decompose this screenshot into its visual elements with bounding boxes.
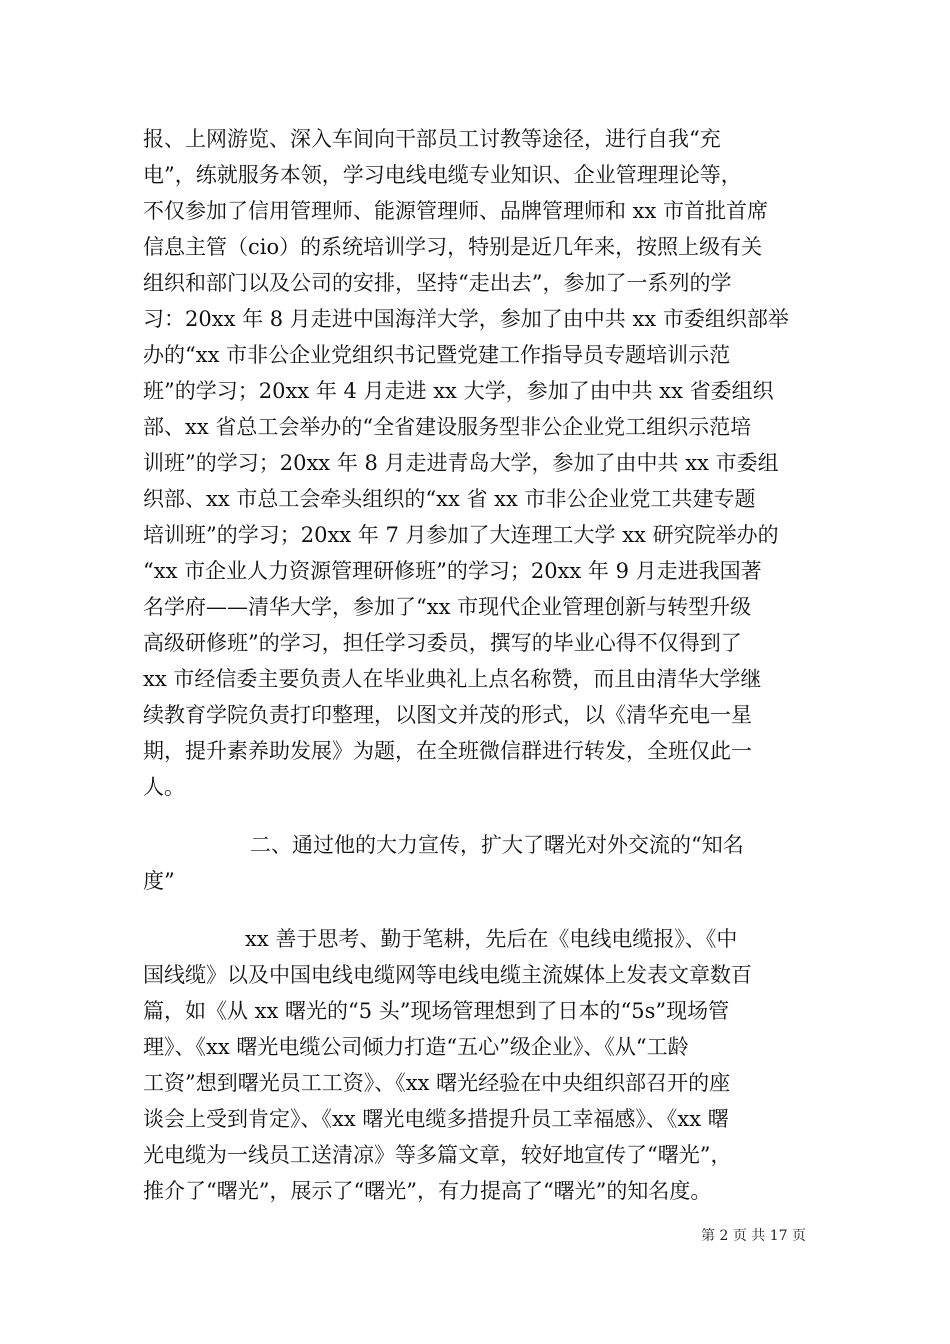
paragraph-line: 高级研修班”的学习，担任学习委员，撰写的毕业心得不仅得到了 <box>143 631 742 655</box>
paragraph-line: 培训班”的学习；20xx 年 7 月参加了大连理工大学 xx 研究院举办的 <box>143 523 779 547</box>
section-heading: 二、通过他的大力宣传，扩大了曙光对外交流的“知名 <box>250 833 744 857</box>
paragraph-line: 报、上网游览、深入车间向干部员工讨教等途径，进行自我“充 <box>143 127 721 151</box>
paragraph-line: 电”，练就服务本领，学习电线电缆专业知识、企业管理理论等， <box>143 163 742 187</box>
paragraph-line: 信息主管（cio）的系统培训学习，特别是近几年来，按照上级有关 <box>143 235 763 259</box>
paragraph-line: 谈会上受到肯定》、《xx 曙光电缆多措提升员工幸福感》、《xx 曙 <box>143 1107 729 1131</box>
paragraph-line: 班”的学习；20xx 年 4 月走进 xx 大学，参加了由中共 xx 省委组织 <box>143 379 774 403</box>
page-number: 第 2 页 共 17 页 <box>701 1228 806 1244</box>
paragraph-line: 工资”想到曙光员工工资》、《xx 曙光经验在中央组织部召开的座 <box>143 1071 731 1095</box>
paragraph-line: 理》、《xx 曙光电缆公司倾力打造“五心”级企业》、《从“工龄 <box>143 1035 689 1059</box>
paragraph-line: 办的“xx 市非公企业党组织书记暨党建工作指导员专题培训示范 <box>143 343 731 367</box>
paragraph-line: xx 市经信委主要负责人在毕业典礼上点名称赞，而且由清华大学继 <box>143 667 762 691</box>
paragraph-line: 习：20xx 年 8 月走进中国海洋大学，参加了由中共 xx 市委组织部举 <box>143 307 789 331</box>
paragraph-line: “xx 市企业人力资源管理研修班”的学习；20xx 年 9 月走进我国著 <box>143 559 762 583</box>
paragraph-line: 名学府——清华大学，参加了“xx 市现代企业管理创新与转型升级 <box>143 595 752 619</box>
paragraph-first-line: xx 善于思考、勤于笔耕，先后在《电线电缆报》、《中 <box>245 927 738 951</box>
paragraph-line: 部、xx 省总工会举办的“全省建设服务型非公企业党工组织示范培 <box>143 415 752 439</box>
section-heading-continued: 度” <box>143 869 175 893</box>
paragraph-line: 不仅参加了信用管理师、能源管理师、品牌管理师和 xx 市首批首席 <box>143 199 769 223</box>
paragraph-line: 国线缆》以及中国电线电缆网等电线电缆主流媒体上发表文章数百 <box>143 963 752 987</box>
paragraph-line: 人。 <box>143 775 185 799</box>
paragraph-line: 组织和部门以及公司的安排，坚持“走出去”，参加了一系列的学 <box>143 271 732 295</box>
paragraph-line: 训班”的学习；20xx 年 8 月走进青岛大学，参加了由中共 xx 市委组 <box>143 451 779 475</box>
paragraph-line: 续教育学院负责打印整理，以图文并茂的形式，以《清华充电一星 <box>143 703 752 727</box>
paragraph-line: 光电缆为一线员工送清凉》等多篇文章，较好地宣传了“曙光”， <box>143 1143 732 1167</box>
paragraph-line: 期，提升素养助发展》为题，在全班微信群进行转发，全班仅此一 <box>143 739 752 763</box>
paragraph-line: 织部、xx 市总工会牵头组织的“xx 省 xx 市非公企业党工共建专题 <box>143 487 756 511</box>
paragraph-line: 篇，如《从 xx 曙光的“5 头”现场管理想到了日本的“5s”现场管 <box>143 999 730 1023</box>
paragraph-line: 推介了“曙光”，展示了“曙光”，有力提高了“曙光”的知名度。 <box>143 1179 712 1203</box>
